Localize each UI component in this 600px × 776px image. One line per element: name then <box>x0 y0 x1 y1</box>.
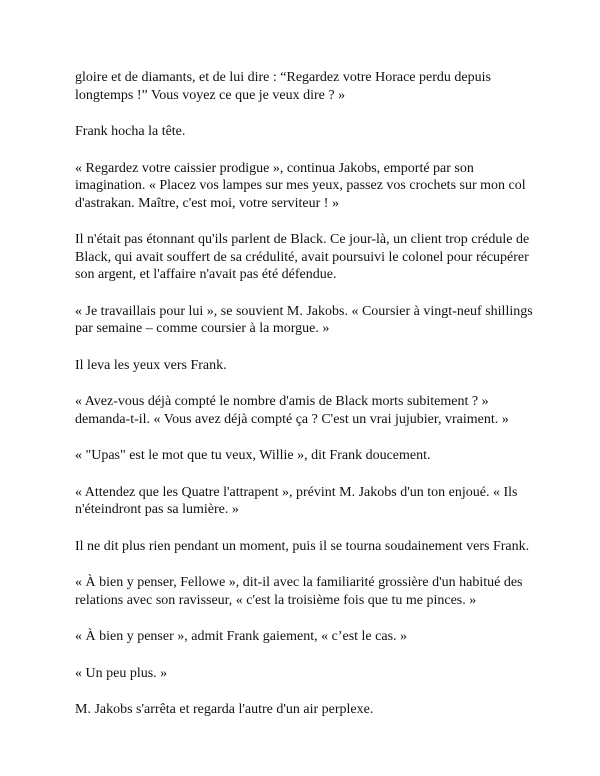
paragraph: Il n'était pas étonnant qu'ils parlent de Black. Ce jour-là, un client trop crédule de Black, qui avait souffert de sa crédulité, avait poursuivi le colonel pour récupérer son argent, et l'affaire n'avait pas été défendue. <box>75 232 530 282</box>
paragraph: « Attendez que les Quatre l'attrapent », prévint M. Jakobs d'un ton enjoué. « Ils n'éteindront pas sa lumière. » <box>75 484 518 517</box>
paragraph: « Avez-vous déjà compté le nombre d'amis de Black morts subitement ? » demanda-t-il. « Vous avez déjà compté ça ? C'est un vrai jujubier, vraiment. » <box>75 394 509 427</box>
paragraph: « "Upas" est le mot que tu veux, Willie », dit Frank doucement. <box>75 448 431 463</box>
paragraph: « Je travaillais pour lui », se souvient M. Jakobs. « Coursier à vingt-neuf shillings par semaine – comme coursier à la morgue. » <box>75 303 533 336</box>
paragraph: « Regardez votre caissier prodigue », continua Jakobs, emporté par son imagination. « Placez vos lampes sur mes yeux, passez vos crochets sur mon col d'astrakan. Maître, c'est moi, votre serviteur ! » <box>75 160 526 211</box>
paragraph: « À bien y penser », admit Frank gaiement, « c’est le cas. » <box>75 629 408 644</box>
paragraph: gloire et de diamants, et de lui dire : “Regardez votre Horace perdu depuis longtemps !” Vous voyez ce que je veux dire ? » <box>75 70 491 103</box>
document-body <box>75 69 535 738</box>
paragraph: Il leva les yeux vers Frank. <box>75 357 227 373</box>
paragraph: M. Jakobs s'arrêta et regarda l'autre d'un air perplexe. <box>75 702 374 717</box>
paragraph: « Un peu plus. » <box>75 665 168 681</box>
paragraph: « À bien y penser, Fellowe », dit-il avec la familiarité grossière d'un habitué des relations avec son ravisseur, « c'est la troisième fois que tu me pinces. » <box>75 575 523 608</box>
paragraph: Il ne dit plus rien pendant un moment, puis il se tourna soudainement vers Frank. <box>75 538 530 554</box>
paragraph: Frank hocha la tête. <box>75 124 186 139</box>
